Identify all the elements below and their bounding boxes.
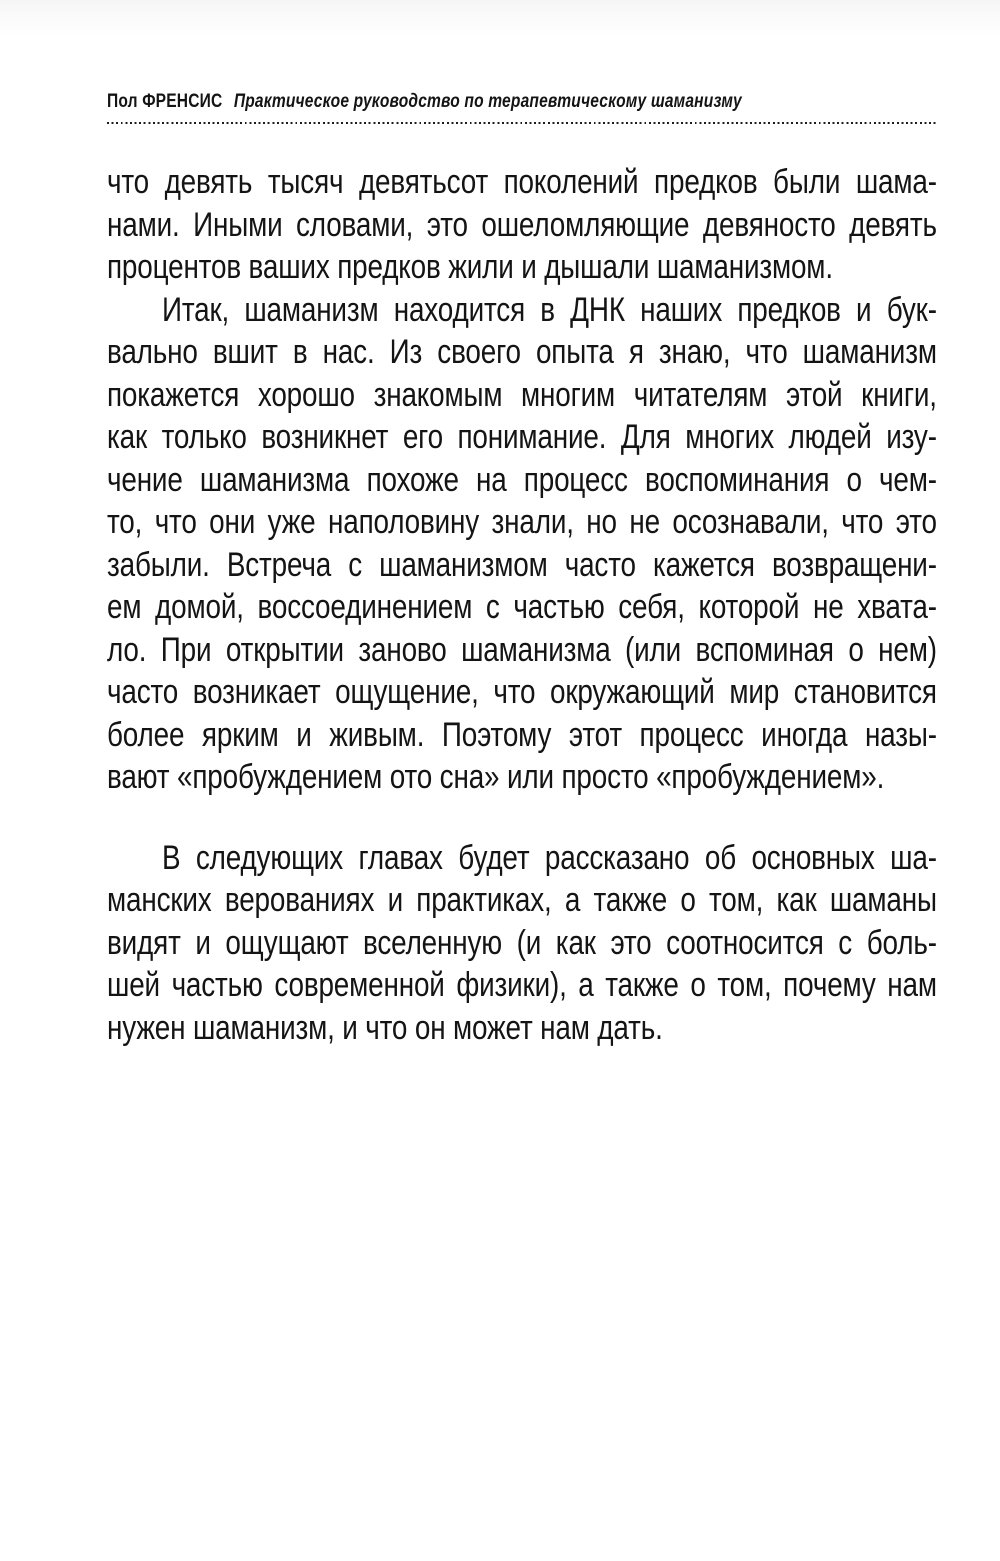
text-column <box>107 161 937 1049</box>
text-line: чение шаманизма похоже на процесс воспоминания о чем- <box>107 460 937 499</box>
book-title: Практическое руководство по терапевтическому шаманизму <box>233 91 742 112</box>
paragraph <box>107 161 937 289</box>
text-line: видят и ощущают вселенную (и как это соотносится с боль- <box>107 923 937 962</box>
text-line: нужен шаманизм, и что он может нам дать. <box>107 1008 663 1047</box>
text-line: покажется хорошо знакомым многим читателям этой книги, <box>107 375 937 414</box>
text-line: В следующих главах будет рассказано об основных ша- <box>161 838 937 877</box>
text-line: ло. При открытии заново шаманизма (или вспоминая о нем) <box>107 630 937 669</box>
text-line: часто возникает ощущение, что окружающий мир становится <box>107 673 937 712</box>
text-line: вально вшит в нас. Из своего опыта я знаю, что шаманизм <box>107 333 937 372</box>
text-line: что девять тысяч девятьсот поколений предков были шама- <box>107 163 937 202</box>
text-line: нами. Иными словами, это ошеломляющие девяносто девять <box>107 205 937 244</box>
paragraph <box>107 289 937 799</box>
text-line: более ярким и живым. Поэтому этот процесс иногда назы- <box>107 715 937 754</box>
scan-edge-shading <box>0 0 1000 42</box>
running-head <box>107 90 937 113</box>
paragraph <box>107 837 937 1050</box>
text-line: манских верованиях и практиках, а также о том, как шаманы <box>107 881 937 920</box>
text-line: то, что они уже наполовину знали, но не осознавали, что это <box>107 503 937 542</box>
author-name: Пол ФРЕНСИС <box>107 91 223 112</box>
text-line: вают «пробуждением ото сна» или просто «пробуждением». <box>107 758 885 797</box>
text-line: Итак, шаманизм находится в ДНК наших предков и бук- <box>161 290 937 329</box>
text-line: забыли. Встреча с шаманизмом часто кажется возвращени- <box>107 545 937 584</box>
dotted-rule <box>107 122 937 124</box>
page-content <box>107 90 937 1049</box>
text-line: процентов ваших предков жили и дышали шаманизмом. <box>107 248 833 287</box>
text-line: шей частью современной физики), а также о том, почему нам <box>107 966 937 1005</box>
text-line: как только возникнет его понимание. Для многих людей изу- <box>107 418 937 457</box>
text-line: ем домой, воссоединением с частью себя, которой не хвата- <box>107 588 937 627</box>
